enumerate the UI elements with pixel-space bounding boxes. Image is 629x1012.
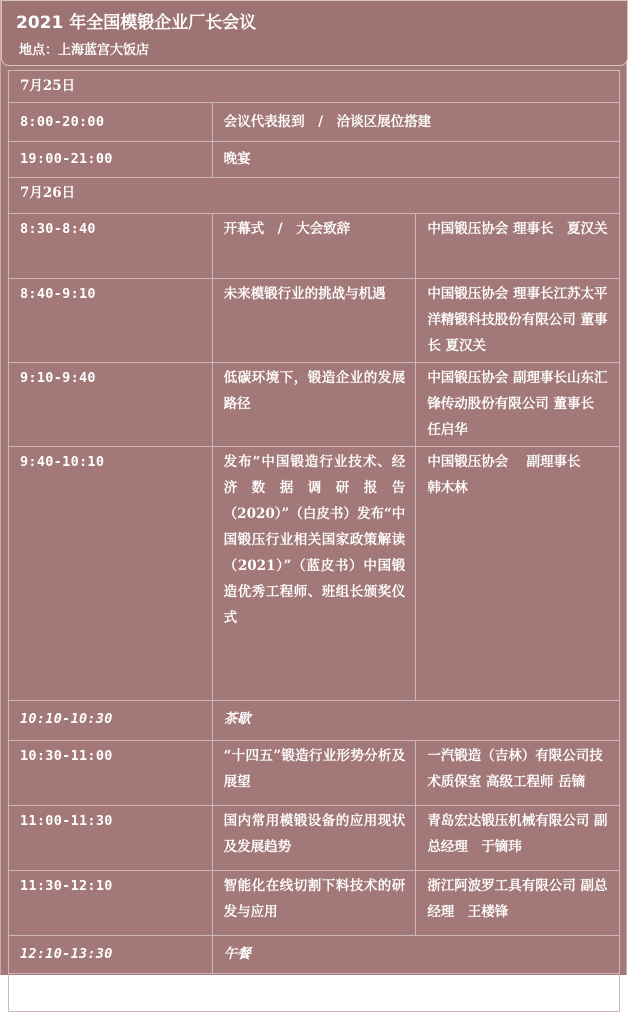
session-time: 11:30-12:10 <box>9 871 213 936</box>
session-speaker: 中国锻压协会 理事长 夏汉关 <box>416 214 620 279</box>
table-row <box>9 701 620 741</box>
day-header-row <box>9 71 620 103</box>
session-topic: 会议代表报到 / 洽谈区展位搭建 <box>212 103 619 142</box>
session-time: 9:10-9:40 <box>9 363 213 447</box>
session-time: 8:30-8:40 <box>9 214 213 279</box>
session-time: 12:10-13:30 <box>9 936 213 974</box>
table-row <box>9 447 620 701</box>
session-time: 10:30-11:00 <box>9 741 213 806</box>
forum-header: 分论坛一 <box>9 974 620 1012</box>
table-row <box>9 741 620 806</box>
forum-header-row <box>9 974 620 1012</box>
table-row <box>9 936 620 974</box>
session-topic: 未来模锻行业的挑战与机遇 <box>212 279 416 363</box>
session-topic: 智能化在线切割下料技术的研发与应用 <box>212 871 416 936</box>
session-topic: 国内常用模锻设备的应用现状及发展趋势 <box>212 806 416 871</box>
table-row <box>9 103 620 142</box>
table-row <box>9 871 620 936</box>
session-topic: 发布“中国锻造行业技术、经济数据调研报告（2020）”（白皮书）发布“中国锻压行业相关国家政策解读（2021）”（蓝皮书）中国锻造优秀工程师、班组长颁奖仪式 <box>212 447 416 701</box>
session-speaker: 中国锻压协会 副理事长 韩木林 <box>416 447 620 701</box>
session-topic: 午餐 <box>212 936 619 974</box>
session-time: 8:40-9:10 <box>9 279 213 363</box>
session-speaker: 浙江阿波罗工具有限公司 副总经理 王楼锋 <box>416 871 620 936</box>
table-row <box>9 279 620 363</box>
session-topic: 晚宴 <box>212 142 619 178</box>
session-speaker: 中国锻压协会 理事长江苏太平洋精锻科技股份有限公司 董事长 夏汉关 <box>416 279 620 363</box>
conference-location: 地点：上海蓝宫大饭店 <box>19 43 150 58</box>
table-row <box>9 142 620 178</box>
conference-header <box>1 0 628 66</box>
session-topic: 开幕式 / 大会致辞 <box>212 214 416 279</box>
table-row <box>9 363 620 447</box>
session-time: 11:00-11:30 <box>9 806 213 871</box>
conference-title: 2021 年全国模锻企业厂长会议 <box>16 13 257 33</box>
day-header-row <box>9 178 620 214</box>
table-row <box>9 214 620 279</box>
session-time: 19:00-21:00 <box>9 142 213 178</box>
day-header: 7月26日 <box>9 178 620 214</box>
session-speaker: 青岛宏达锻压机械有限公司 副总经理 于镝玮 <box>416 806 620 871</box>
table-row <box>9 806 620 871</box>
session-speaker: 中国锻压协会 副理事长山东汇锋传动股份有限公司 董事长 任启华 <box>416 363 620 447</box>
session-topic: 茶歇 <box>212 701 619 741</box>
day-header: 7月25日 <box>9 71 620 103</box>
session-time: 8:00-20:00 <box>9 103 213 142</box>
session-topic: 低碳环境下，锻造企业的发展路径 <box>212 363 416 447</box>
session-topic: “十四五”锻造行业形势分析及展望 <box>212 741 416 806</box>
session-speaker: 一汽锻造（吉林）有限公司技术质保室 高级工程师 岳镝 <box>416 741 620 806</box>
agenda-table <box>8 70 620 1012</box>
session-time: 10:10-10:30 <box>9 701 213 741</box>
session-time: 9:40-10:10 <box>9 447 213 701</box>
